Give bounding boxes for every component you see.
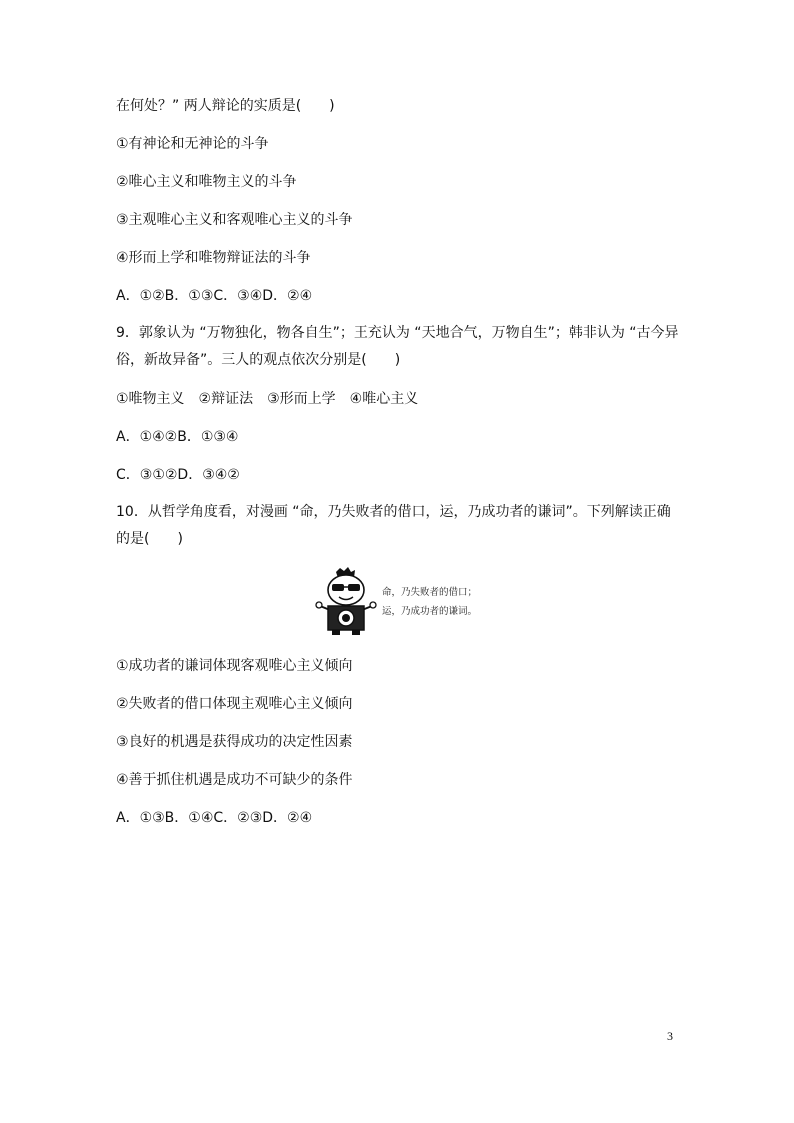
- q9-options-line-2: C．③①②D．③④②: [116, 467, 240, 483]
- cartoon-caption-line-1: 命，乃失败者的借口；: [382, 587, 478, 598]
- q9-options-line-1: A．①④②B．①③④: [116, 429, 239, 445]
- q8-item-4: ④形而上学和唯物辩证法的斗争: [116, 250, 311, 266]
- q10-item-3: ③良好的机遇是获得成功的决定性因素: [116, 734, 353, 750]
- cartoon-caption-line-2: 运，乃成功者的谦词。: [382, 606, 478, 617]
- q10-item-4: ④善于抓住机遇是成功不可缺少的条件: [116, 772, 353, 788]
- page-number: 3: [667, 1029, 673, 1043]
- q10-item-2: ②失败者的借口体现主观唯心主义倾向: [116, 696, 353, 712]
- q8-item-3: ③主观唯心主义和客观唯心主义的斗争: [116, 212, 353, 228]
- q8-item-1: ①有神论和无神论的斗争: [116, 136, 269, 152]
- q9-stem: 9．郭象认为 “万物独化，物各自生”；王充认为 “天地合气，万物自生”；韩非认为 “古今异俗，新故异备”。三人的观点依次分别是( ): [116, 325, 679, 368]
- q8-item-2: ②唯心主义和唯物主义的斗争: [116, 174, 297, 190]
- cartoon-figure-image: [310, 566, 380, 636]
- q10-cartoon: [310, 566, 488, 636]
- q8-options: A．①②B．①③C．③④D．②④: [116, 288, 313, 304]
- q10-stem: 10．从哲学角度看，对漫画 “命，乃失败者的借口，运，乃成功者的谦词”。下列解读正确的是( ): [116, 504, 671, 547]
- q8-stem-continuation: 在何处？” 两人辩论的实质是( ): [116, 98, 335, 114]
- q10-item-1: ①成功者的谦词体现客观唯心主义倾向: [116, 658, 353, 674]
- q10-options: A．①③B．①④C．②③D．②④: [116, 810, 313, 826]
- q9-items: ①唯物主义 ②辩证法 ③形而上学 ④唯心主义: [116, 391, 419, 407]
